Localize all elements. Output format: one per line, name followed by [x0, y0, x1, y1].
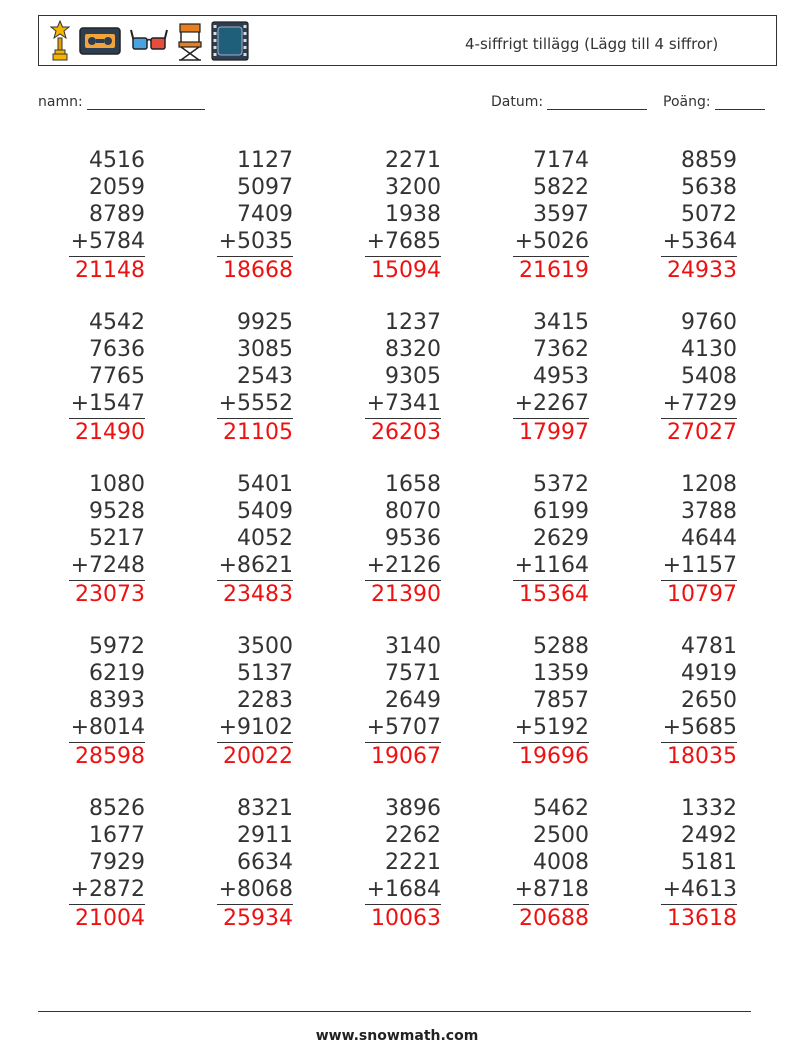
addend: 2059	[89, 175, 145, 200]
answer: 23483	[223, 582, 293, 607]
addend: 5217	[89, 526, 145, 551]
trophy-icon	[49, 20, 71, 62]
addend: 4052	[237, 526, 293, 551]
addend: 2221	[385, 850, 441, 875]
film-tape-icon	[79, 26, 121, 56]
addend: 2271	[385, 148, 441, 173]
3d-glasses-icon	[129, 26, 169, 56]
date-field	[491, 94, 647, 110]
addend: 7409	[237, 202, 293, 227]
addend: +5552	[218, 391, 293, 416]
addend: +5685	[662, 715, 737, 740]
answer: 10797	[667, 582, 737, 607]
addend: 2649	[385, 688, 441, 713]
addend: 8789	[89, 202, 145, 227]
addend: 7362	[533, 337, 589, 362]
addition-problem	[489, 795, 589, 932]
addend: 1658	[385, 472, 441, 497]
addition-problem	[489, 471, 589, 608]
answer: 27027	[667, 420, 737, 445]
addition-problem	[341, 471, 441, 608]
addend: 2911	[237, 823, 293, 848]
answer: 19067	[371, 744, 441, 769]
answer: 20688	[519, 906, 589, 931]
addend: 5137	[237, 661, 293, 686]
name-field	[38, 94, 205, 110]
addend: 3788	[681, 499, 737, 524]
addend: +7685	[366, 229, 441, 254]
addend: +7248	[70, 553, 145, 578]
addend: 2629	[533, 526, 589, 551]
addend: 1677	[89, 823, 145, 848]
addition-problem	[193, 309, 293, 446]
footer-site: www.snowmath.com	[315, 1028, 479, 1044]
addend: 9760	[681, 310, 737, 335]
answer: 21105	[223, 420, 293, 445]
answer: 24933	[667, 258, 737, 283]
addition-problem	[45, 633, 145, 770]
addend: 5408	[681, 364, 737, 389]
addend: 8526	[89, 796, 145, 821]
addend: 8321	[237, 796, 293, 821]
addend: 6219	[89, 661, 145, 686]
addend: 3085	[237, 337, 293, 362]
addend: 3597	[533, 202, 589, 227]
answer: 21490	[75, 420, 145, 445]
addition-problem	[489, 309, 589, 446]
addend: 5822	[533, 175, 589, 200]
answer: 10063	[371, 906, 441, 931]
addend: 7857	[533, 688, 589, 713]
addition-problem	[193, 471, 293, 608]
addend: +4613	[662, 877, 737, 902]
addition-problem	[341, 795, 441, 932]
addend: 4130	[681, 337, 737, 362]
addend: +2126	[366, 553, 441, 578]
answer: 18035	[667, 744, 737, 769]
addend: 3896	[385, 796, 441, 821]
addition-problem	[637, 147, 737, 284]
answer: 15094	[371, 258, 441, 283]
film-frame-icon	[211, 21, 249, 61]
addition-problem	[637, 795, 737, 932]
addend: 5409	[237, 499, 293, 524]
answer: 15364	[519, 582, 589, 607]
addend: 7174	[533, 148, 589, 173]
addition-problem	[193, 633, 293, 770]
addend: 5097	[237, 175, 293, 200]
addend: +8621	[218, 553, 293, 578]
date-blank[interactable]	[547, 95, 647, 110]
addend: +8718	[514, 877, 589, 902]
name-blank[interactable]	[87, 95, 205, 110]
addend: 3415	[533, 310, 589, 335]
addend: +7341	[366, 391, 441, 416]
addition-problem	[637, 633, 737, 770]
addition-problem	[45, 471, 145, 608]
answer: 21004	[75, 906, 145, 931]
addend: +5364	[662, 229, 737, 254]
answer: 17997	[519, 420, 589, 445]
addend: 6634	[237, 850, 293, 875]
addend: 2283	[237, 688, 293, 713]
addend: 2650	[681, 688, 737, 713]
addend: 3500	[237, 634, 293, 659]
addition-problem	[341, 147, 441, 284]
addition-problem	[489, 147, 589, 284]
score-field	[663, 94, 765, 110]
addition-problem	[45, 795, 145, 932]
answer: 13618	[667, 906, 737, 931]
addend: 5638	[681, 175, 737, 200]
answer: 26203	[371, 420, 441, 445]
addend: 1208	[681, 472, 737, 497]
answer: 28598	[75, 744, 145, 769]
addend: 1237	[385, 310, 441, 335]
answer: 18668	[223, 258, 293, 283]
icon-strip	[49, 20, 249, 62]
addend: 8859	[681, 148, 737, 173]
addition-problem	[637, 471, 737, 608]
header-box	[38, 15, 777, 66]
addend: 5072	[681, 202, 737, 227]
addend: 5288	[533, 634, 589, 659]
date-label: Datum:	[491, 94, 544, 110]
name-label: namn:	[38, 94, 83, 110]
addition-problem	[45, 309, 145, 446]
score-label: Poäng:	[663, 94, 711, 110]
addend: +1547	[70, 391, 145, 416]
addition-problem	[489, 633, 589, 770]
addend: +1157	[662, 553, 737, 578]
addend: 2492	[681, 823, 737, 848]
addend: 4542	[89, 310, 145, 335]
addend: 5401	[237, 472, 293, 497]
addend: 2500	[533, 823, 589, 848]
answer: 23073	[75, 582, 145, 607]
addend: 3200	[385, 175, 441, 200]
addend: 7571	[385, 661, 441, 686]
addend: 7929	[89, 850, 145, 875]
addend: 3140	[385, 634, 441, 659]
addend: 5372	[533, 472, 589, 497]
addition-problem	[45, 147, 145, 284]
addend: +5035	[218, 229, 293, 254]
addend: +5707	[366, 715, 441, 740]
addend: 4919	[681, 661, 737, 686]
addition-problem	[341, 309, 441, 446]
addend: 2262	[385, 823, 441, 848]
addend: +8014	[70, 715, 145, 740]
addend: +7729	[662, 391, 737, 416]
addend: 5462	[533, 796, 589, 821]
addend: 1359	[533, 661, 589, 686]
addend: 4781	[681, 634, 737, 659]
addend: 4008	[533, 850, 589, 875]
addend: 1080	[89, 472, 145, 497]
addend: +5192	[514, 715, 589, 740]
addend: 5972	[89, 634, 145, 659]
addition-problem	[341, 633, 441, 770]
addend: 1127	[237, 148, 293, 173]
addend: +8068	[218, 877, 293, 902]
addition-problem	[193, 147, 293, 284]
answer: 25934	[223, 906, 293, 931]
footer-divider	[38, 1011, 751, 1012]
addend: 1332	[681, 796, 737, 821]
addend: +1684	[366, 877, 441, 902]
addition-problem	[637, 309, 737, 446]
worksheet-title: 4-siffrigt tillägg (Lägg till 4 siffror)	[465, 35, 719, 53]
addend: 8070	[385, 499, 441, 524]
answer: 21619	[519, 258, 589, 283]
addend: 5181	[681, 850, 737, 875]
addend: 4644	[681, 526, 737, 551]
addend: 6199	[533, 499, 589, 524]
addition-problem	[193, 795, 293, 932]
addend: +2267	[514, 391, 589, 416]
answer: 20022	[223, 744, 293, 769]
addend: 7765	[89, 364, 145, 389]
addend: 8393	[89, 688, 145, 713]
answer: 21390	[371, 582, 441, 607]
addend: +5784	[70, 229, 145, 254]
director-chair-icon	[177, 20, 203, 62]
addend: 7636	[89, 337, 145, 362]
answer: 21148	[75, 258, 145, 283]
addend: 9305	[385, 364, 441, 389]
addend: 9536	[385, 526, 441, 551]
addend: +1164	[514, 553, 589, 578]
addend: 4516	[89, 148, 145, 173]
score-blank[interactable]	[715, 95, 765, 110]
addend: 9925	[237, 310, 293, 335]
answer: 19696	[519, 744, 589, 769]
addend: 8320	[385, 337, 441, 362]
addend: 2543	[237, 364, 293, 389]
addend: 1938	[385, 202, 441, 227]
addend: 9528	[89, 499, 145, 524]
addend: +9102	[218, 715, 293, 740]
addend: 4953	[533, 364, 589, 389]
addend: +5026	[514, 229, 589, 254]
addend: +2872	[70, 877, 145, 902]
